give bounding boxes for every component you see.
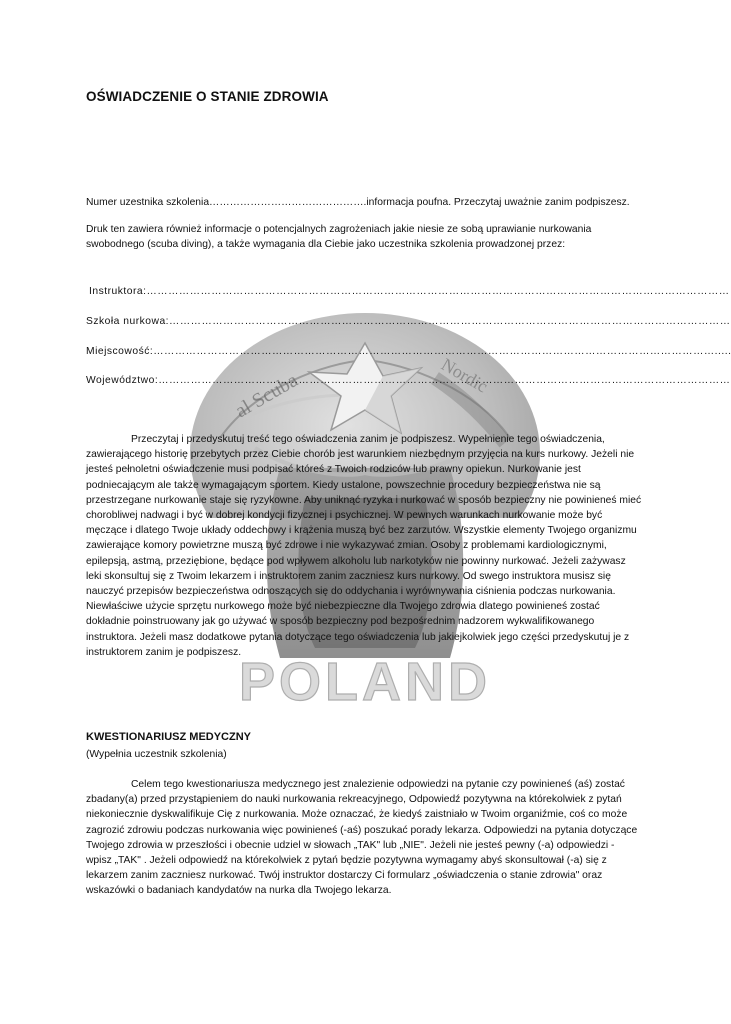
- questionnaire-text: Celem tego kwestionariusza medycznego jest znalezienie odpowiedzi na pytanie czy powinieneś (aś) zostać zbadany(a) przed przystąpieniem do nauki nurkowania rekreacyjnego, Odpowiedź pozytywna na którekolwiek z pytań niekoniecznie dyskwalifikuje Cię z nurkowania. Może oznaczać, że kiedyś zaistniało w Twoim organiźmie, coś co może zagrozić zdrowiu podczas nurkowania więc powinieneś (-aś) poszukać porady lekarza. Odpowiedzi na pytania dotyczące Twojego zdrowia w przeszłości i obecnie udziel w słowach „TAK" lub „NIE". Jeżeli nie jesteś pewny (-a) odpowiedzi - wpisz „TAK" . Jeżeli odpowiedź na którekolwiek z pytań będzie pozytywna wymagamy abyś skonsultował (-a) się z lekarzem zanim zaczniesz nurkować. Twój instruktor dostarczy Ci formularz „oświadczenia o stanie zdrowia" oraz wskazówki o badaniach kandydatów na nurka dla Twojego lekarza.: [86, 779, 638, 897]
- questionnaire-paragraph: [86, 777, 642, 899]
- statement-paragraph: [86, 432, 642, 660]
- watermark-bottom-text: POLAND: [239, 652, 491, 712]
- document-title: OŚWIADCZENIE O STANIE ZDROWIA: [86, 89, 329, 104]
- instructor-field: Instruktora:………………………………………………………………………………………………………………………………………………: [89, 286, 730, 297]
- questionnaire-subtitle: (Wypełnia uczestnik szkolenia): [86, 749, 227, 760]
- questionnaire-title: KWESTIONARIUSZ MEDYCZNY: [86, 731, 251, 743]
- city-field: Miejscowość:………………………………………………………………………………………………………………………………………….....: [86, 346, 731, 357]
- intro-paragraph: Druk ten zawiera również informacje o potencjalnych zagrożeniach jakie niesie ze sobą uprawianie nurkowania swobodnego (scuba diving), a także wymagania dla Ciebie jako uczestnika szkolenia prowadzonej przez:: [86, 224, 592, 251]
- dive-school-field: Szkoła nurkowa:…………………………………………………………………………………………………………………………………………: [86, 316, 731, 327]
- participant-line: Numer uzestnika szkolenia……………………………………….informacja poufna. Przeczytaj uważnie zanim podpiszesz.: [86, 197, 630, 208]
- voivodeship-field: Województwo:……………………………………………………………………………………………………………………………………………: [86, 375, 731, 386]
- watermark-ring-text-left: al Scuba: [231, 369, 302, 423]
- watermark-ring-text-right: Nordic: [438, 354, 492, 397]
- statement-text: Przeczytaj i przedyskutuj treść tego oświadczenia zanim je podpiszesz. Wypełnienie tego oświadczenia, zawierającego historię przebytych przez Ciebie chorób jest warunkiem niezbędnym przyjęcia na kurs nurkowy. Jeżeli nie jesteś pełnoletni oświadczenie musi podpisać któreś z Twoich rodziców lub prawny opiekun. Nurkowanie jest podniecającym ale także wymagającym sportem. Kiedy ustalone, powszechnie procedury bezpieczeństwa nie są przestrzegane nurkowanie staje się ryzykowne. Aby uniknąć ryzyka i nurkować w sposób bezpieczny nie powinieneś mieć chorobliwej nadwagi i być w dobrej kondycji fizycznej i psychicznej. W pewnych warunkach nurkowanie może być męczące i dlatego Twoje układy oddechowy i krążenia muszą być bez zarzutów. Wszystkie elementy Twojego organizmu zawierające komory powietrzne muszą być zdrowe i nie wykazywać zmian. Osoby z problemami kardiologicznymi, epilepsją, astmą, przeziębione, będące pod wpływem alkoholu lub narkotyków nie powinny nurkować. Jeżeli zażywasz leki skonsultuj się z Twoim lekarzem i instruktorem zanim zaczniesz kurs nurkowy. Od swego instruktora musisz się nauczyć przepisów bezpieczeństwa odnoszących się do oddychania i wyrównywania ciśnienia podczas nurkowania. Niewłaściwe użycie sprzętu nurkowego może być niebezpieczne dla Twojego zdrowia dlatego powinieneś zostać dokładnie poinstruowany jak go używać w sposób bezpieczny pod bezpośrednim nadzorem wykwalifikowanego instruktora. Jeżeli masz dodatkowe pytania dotyczące tego oświadczenia lub jakiejkolwiek jego części przedyskutuj je z instruktorem zanim je podpiszesz.: [86, 434, 642, 658]
